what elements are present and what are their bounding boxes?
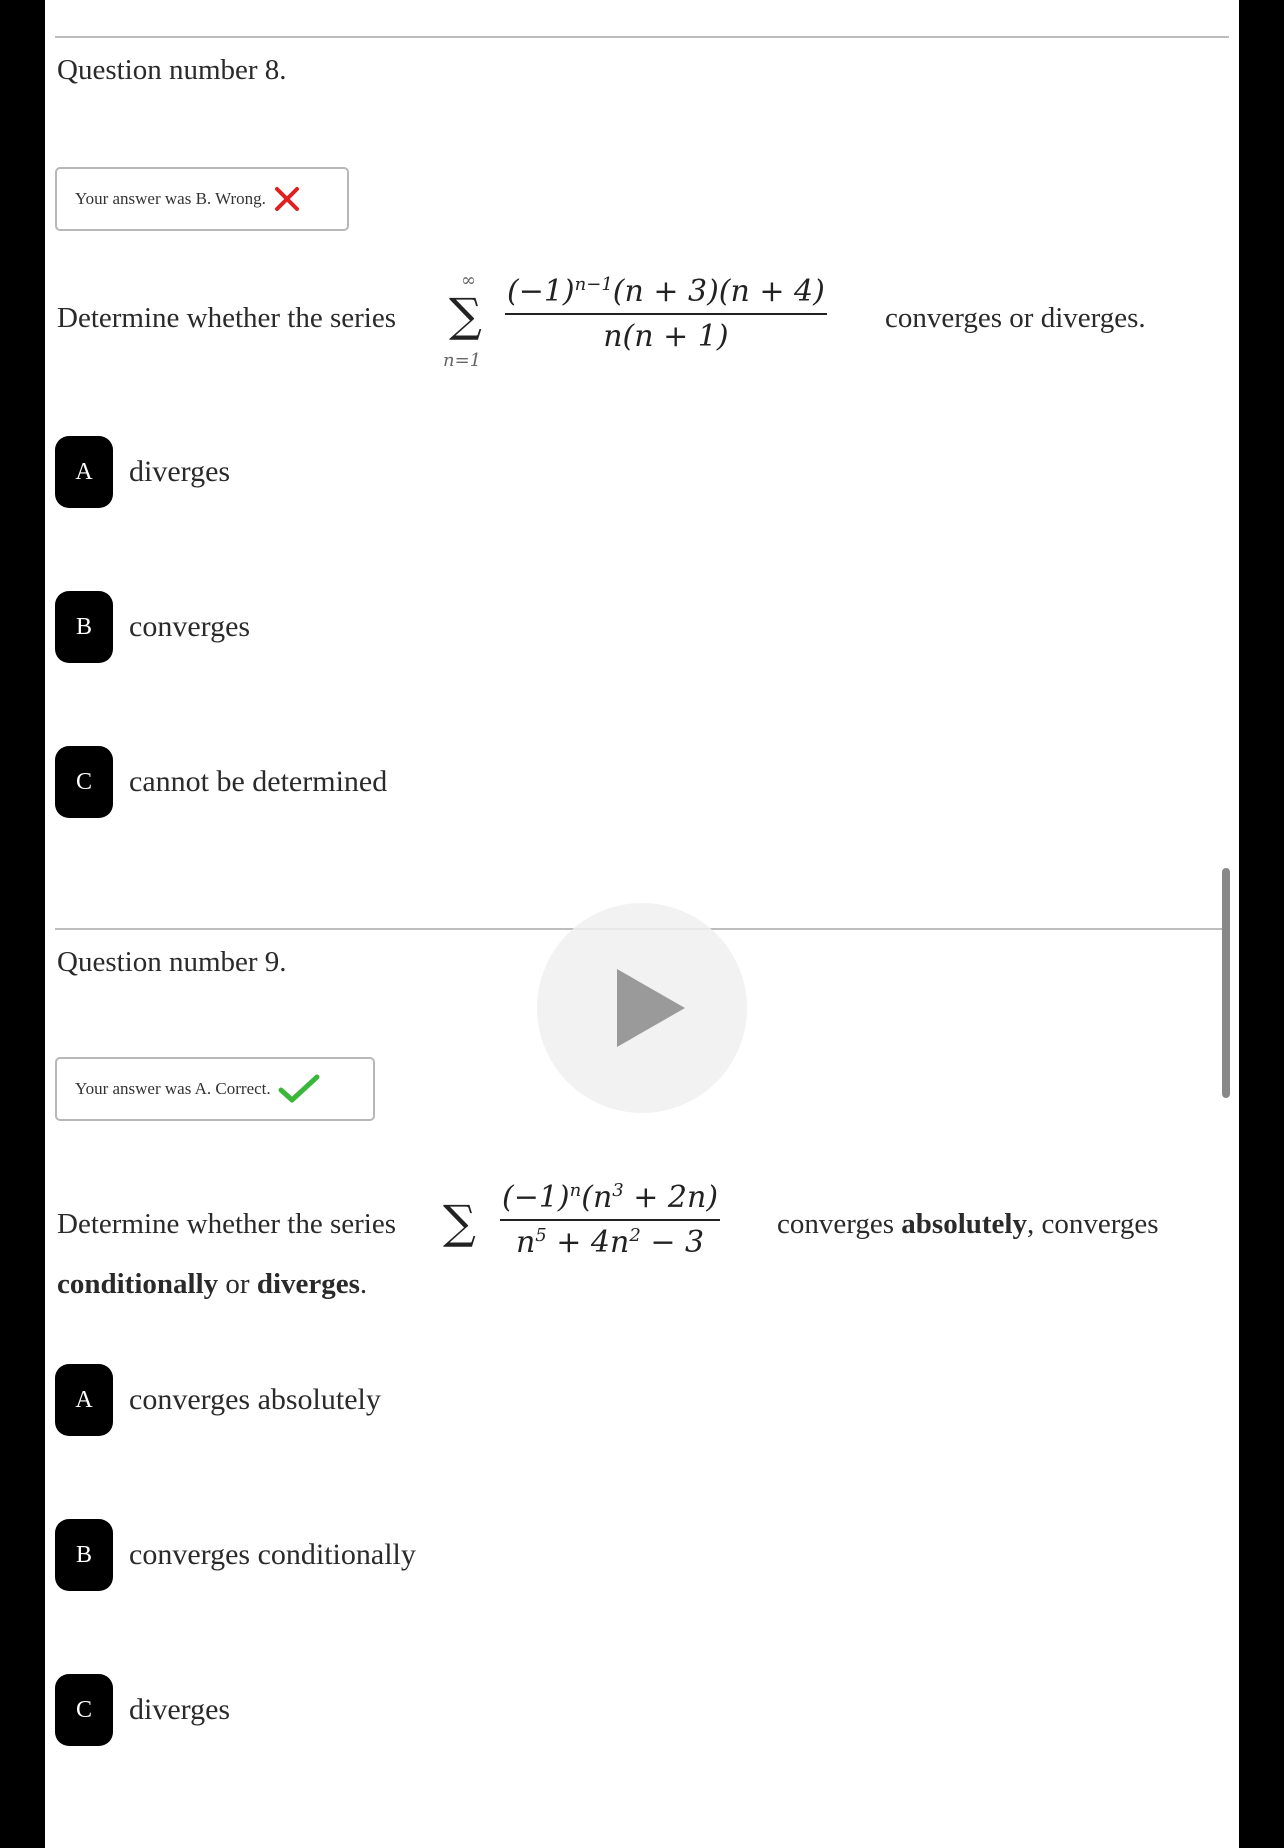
q9-option-b[interactable]	[55, 1519, 416, 1591]
option-letter-badge: C	[55, 1674, 113, 1746]
option-text: diverges	[129, 455, 231, 488]
q8-numerator: $(-1)^{n-1}(n + 3)(n + 4)$	[505, 274, 827, 315]
option-text: cannot be determined	[129, 765, 388, 798]
q9-prompt-bold-diverges: diverges	[256, 1268, 360, 1300]
q8-denominator: n(n + 1)	[603, 319, 729, 354]
q9-prompt-end	[777, 1208, 1159, 1241]
scrollbar-thumb[interactable]	[1222, 868, 1230, 1098]
q9-prompt-word: , converges	[1026, 1208, 1159, 1240]
q8-series-fraction	[505, 274, 827, 354]
q8-sigma: ∑	[449, 288, 482, 342]
option-text: converges absolutely	[129, 1383, 381, 1416]
q9-prompt-bold-absolutely: absolutely	[901, 1208, 1027, 1240]
option-letter-badge: B	[55, 591, 113, 663]
q9-sigma: ∑	[443, 1195, 476, 1249]
q9-denominator: $n^5 + 4n^2 - 3$	[515, 1225, 705, 1260]
wrong-icon	[272, 184, 302, 214]
q9-prompt-bold-conditionally: conditionally	[57, 1268, 219, 1300]
q8-feedback-text: Your answer was B. Wrong.	[75, 189, 266, 208]
option-letter-badge: C	[55, 746, 113, 818]
checkmark-icon	[277, 1073, 321, 1105]
video-play-button[interactable]	[537, 903, 747, 1113]
q8-prompt-end: converges or diverges.	[885, 302, 1146, 334]
q9-prompt-word: converges	[777, 1208, 895, 1240]
q9-title: Question number 9.	[57, 946, 287, 978]
option-letter-badge: B	[55, 1519, 113, 1591]
q8-feedback	[55, 167, 349, 231]
q9-prompt-line2	[57, 1268, 367, 1301]
q8-option-b[interactable]	[55, 591, 250, 663]
option-letter-badge: A	[55, 1364, 113, 1436]
q9-prompt-period: .	[359, 1268, 368, 1300]
q9-option-c[interactable]	[55, 1674, 230, 1746]
q8-prompt-start: Determine whether the series	[57, 302, 396, 334]
q8-option-c[interactable]	[55, 746, 387, 818]
q9-feedback-text: Your answer was A. Correct.	[75, 1079, 271, 1098]
play-icon	[613, 965, 689, 1051]
q8-sum-upper: ∞	[461, 270, 476, 291]
q9-prompt-start: Determine whether the series	[57, 1208, 396, 1240]
option-text: diverges	[129, 1693, 231, 1726]
q8-option-a[interactable]	[55, 436, 230, 508]
option-text: converges conditionally	[129, 1538, 416, 1571]
q9-feedback	[55, 1057, 375, 1121]
q8-sum-lower: n=1	[443, 350, 482, 371]
q8-title: Question number 8.	[57, 54, 287, 86]
option-text: converges	[129, 610, 251, 643]
q9-prompt-word: or	[218, 1268, 257, 1300]
q9-option-a[interactable]	[55, 1364, 381, 1436]
divider	[55, 36, 1229, 38]
q9-series-fraction	[500, 1180, 720, 1260]
option-letter-badge: A	[55, 436, 113, 508]
quiz-page	[45, 0, 1239, 1848]
q9-numerator: $(-1)^n(n^3 + 2n)$	[500, 1180, 720, 1221]
